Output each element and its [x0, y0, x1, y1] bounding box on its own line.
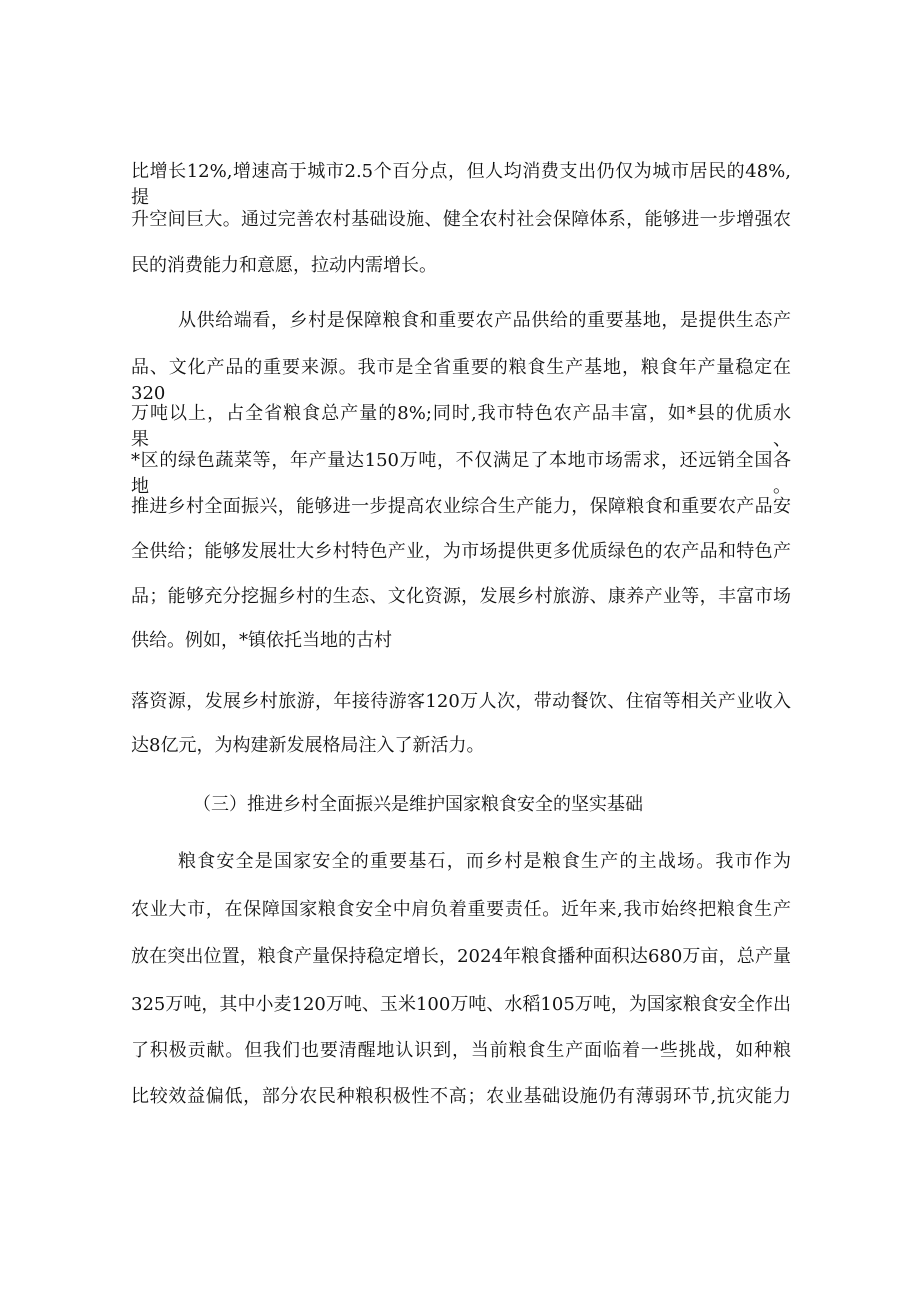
- paragraph-line: 放在突出位置，粮食产量保持稳定增长，2024年粮食播种面积达680万亩，总产量: [131, 946, 791, 967]
- paragraph-line: 比增长12%,增速高于城市2.5个百分点，但人均消费支出仍仅为城市居民的48%,提: [131, 161, 791, 208]
- paragraph-line: 比较效益偏低，部分农民种粮积极性不高；农业基础设施仍有薄弱环节,抗灾能力: [131, 1086, 791, 1107]
- paragraph-line: 品、文化产品的重要来源。我市是全省重要的粮食生产基地，粮食年产量稳定在320: [131, 357, 791, 404]
- paragraph-line: *区的绿色蔬菜等，年产量达150万吨，不仅满足了本地市场需求，还远销全国各地。: [131, 450, 791, 497]
- paragraph-line: 从供给端看，乡村是保障粮食和重要农产品供给的重要基地，是提供生态产: [178, 310, 791, 331]
- paragraph-line: 325万吨，其中小麦120万吨、玉米100万吨、水稻105万吨，为国家粮食安全作出: [131, 994, 791, 1015]
- paragraph-line: 推进乡村全面振兴，能够进一步提高农业综合生产能力，保障粮食和重要农产品安: [131, 496, 791, 517]
- paragraph-line: 达8亿元，为构建新发展格局注入了新活力。: [131, 735, 485, 756]
- paragraph-line: 落资源，发展乡村旅游，年接待游客120万人次，带动餐饮、住宿等相关产业收入: [131, 691, 791, 712]
- paragraph-line: 升空间巨大。通过完善农村基础设施、健全农村社会保障体系，能够进一步增强农: [131, 209, 791, 230]
- section-heading: （三）推进乡村全面振兴是维护国家粮食安全的坚实基础: [193, 794, 643, 815]
- paragraph-line: 民的消费能力和意愿，拉动内需增长。: [131, 255, 437, 276]
- paragraph-line: 农业大市，在保障国家粮食安全中肩负着重要责任。近年来,我市始终把粮食生产: [131, 899, 791, 920]
- paragraph-line: 万吨以上，占全省粮食总产量的8%;同时,我市特色农产品丰富，如*县的优质水果、: [131, 403, 791, 450]
- paragraph-line: 供给。例如，*镇依托当地的古村: [131, 630, 392, 651]
- paragraph-line: 全供给；能够发展壮大乡村特色产业，为市场提供更多优质绿色的农产品和特色产: [131, 541, 791, 562]
- paragraph-line: 了积极贡献。但我们也要清醒地认识到，当前粮食生产面临着一些挑战，如种粮: [131, 1040, 791, 1061]
- paragraph-line: 粮食安全是国家安全的重要基石，而乡村是粮食生产的主战场。我市作为: [178, 851, 791, 872]
- paragraph-line: 品；能够充分挖掘乡村的生态、文化资源，发展乡村旅游、康养产业等，丰富市场: [131, 586, 791, 607]
